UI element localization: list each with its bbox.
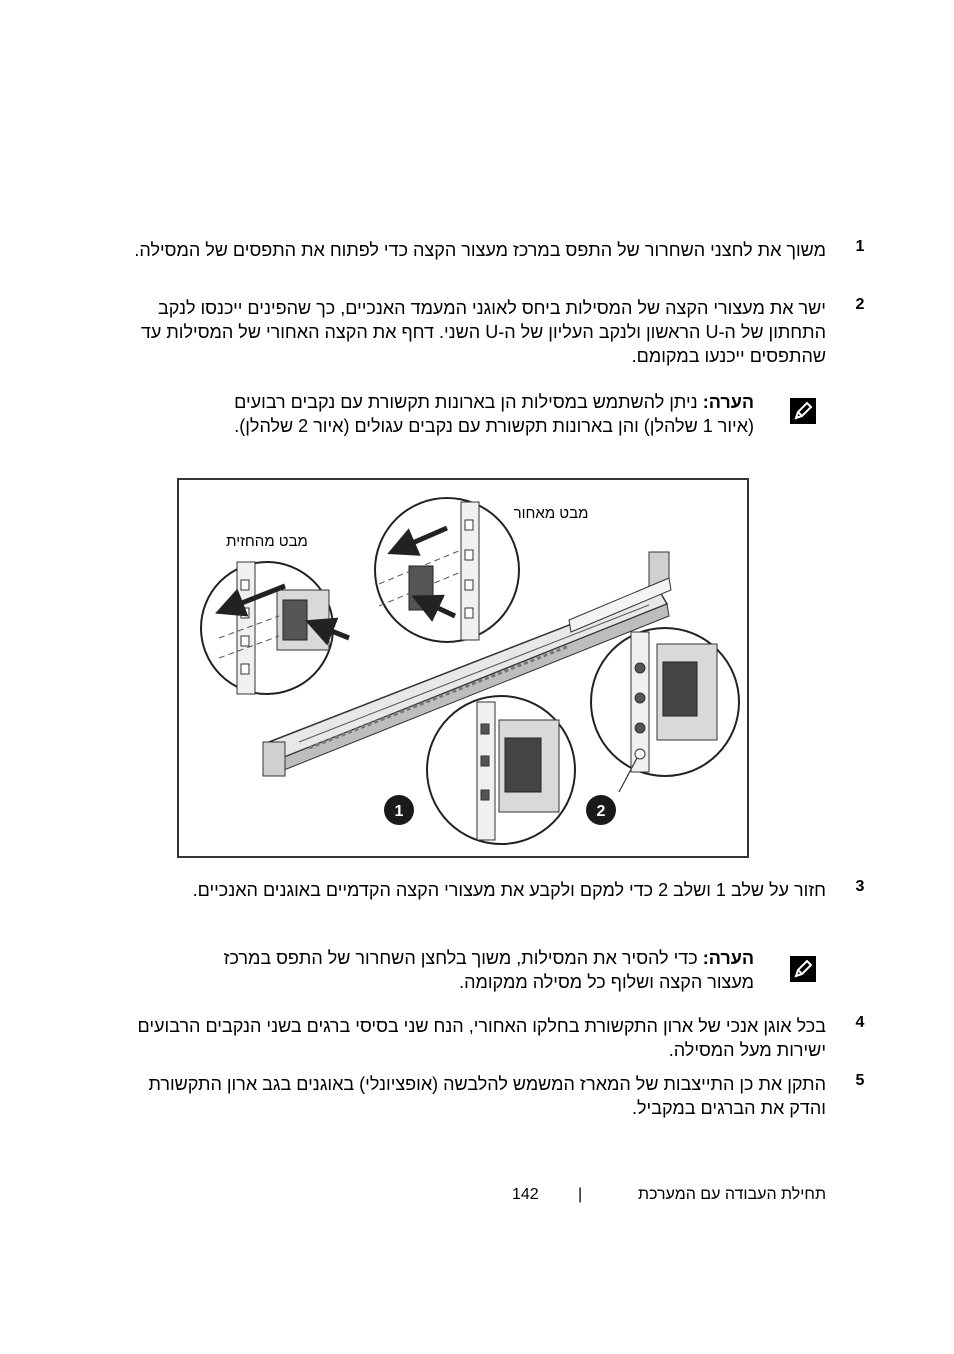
step-text: משוך את לחצני השחרור של התפס במרכז מעצור הקצה כדי לפתוח את התפסים של המסילה. [134,240,826,260]
page-number: 142 [512,1186,539,1203]
note-label: הערה: [702,948,754,968]
step-number: 4 [855,1014,865,1031]
note-2 [194,946,754,994]
step-5 [126,1072,865,1120]
rear-view-detail [375,498,519,642]
square-hole-detail [427,696,575,844]
step-number: 5 [855,1072,865,1089]
rear-view-label: מבט מאחור [513,505,589,522]
step-2 [126,296,865,368]
step-text: התקן את כן התייצבות של המארז המשמש להלבשה (אופציונלי) באוגנים בגב ארון התקשורת והדק את הברגים במקביל. [148,1074,826,1118]
step-text: בכל אוגן אנכי של ארון התקשורת בחלקו האחורי, הנח שני בסיסי ברגים בשני הנקבים הרבועים ישירות מעל המסילה. [137,1016,826,1060]
note-label: הערה: [702,392,754,412]
step-number: 1 [855,238,865,255]
footer-section-title: תחילת העבודה עם המערכת [638,1186,826,1203]
callout-2-label: 2 [596,803,606,820]
step-text: ישר את מעצורי הקצה של המסילות ביחס לאוגני המעמד האנכיים, כך שהפינים ייכנסו לנקב התחתון של ה-U הראשון ולנקב העליון של ה-U השני. דחף את הקצה האחורי של המסילות עד שהתפסים ייכנעו במקומם. [140,298,826,366]
step-number: 3 [855,878,865,895]
rail-installation-figure [177,478,749,858]
front-view-label: מבט מהחזית [226,533,308,550]
round-hole-detail [591,628,739,792]
step-1 [126,238,865,262]
step-text: חזור על שלב 1 ושלב 2 כדי למקם ולקבע את מעצורי הקצה הקדמיים באוגנים האנכיים. [192,880,826,900]
note-1 [194,390,754,438]
note-pencil-icon [790,956,816,982]
step-number: 2 [855,296,865,313]
step-4 [126,1014,865,1062]
rail-illustration [179,480,747,856]
note-pencil-icon [790,398,816,424]
callout-1-label: 1 [394,803,404,820]
step-3 [126,878,865,902]
note-text: ניתן להשתמש במסילות הן בארונות תקשורת עם נקבים רבועים (איור 1 שלהלן) והן בארונות תקשורת עם נקבים עגולים (איור 2 שלהלן). [234,392,754,436]
note-text: כדי להסיר את המסילות, משוך בלחצן השחרור של התפס במרכז מעצור הקצה ושלוף כל מסילה ממקומה. [223,948,754,992]
front-view-detail [201,562,349,694]
footer-separator: | [578,1186,583,1203]
